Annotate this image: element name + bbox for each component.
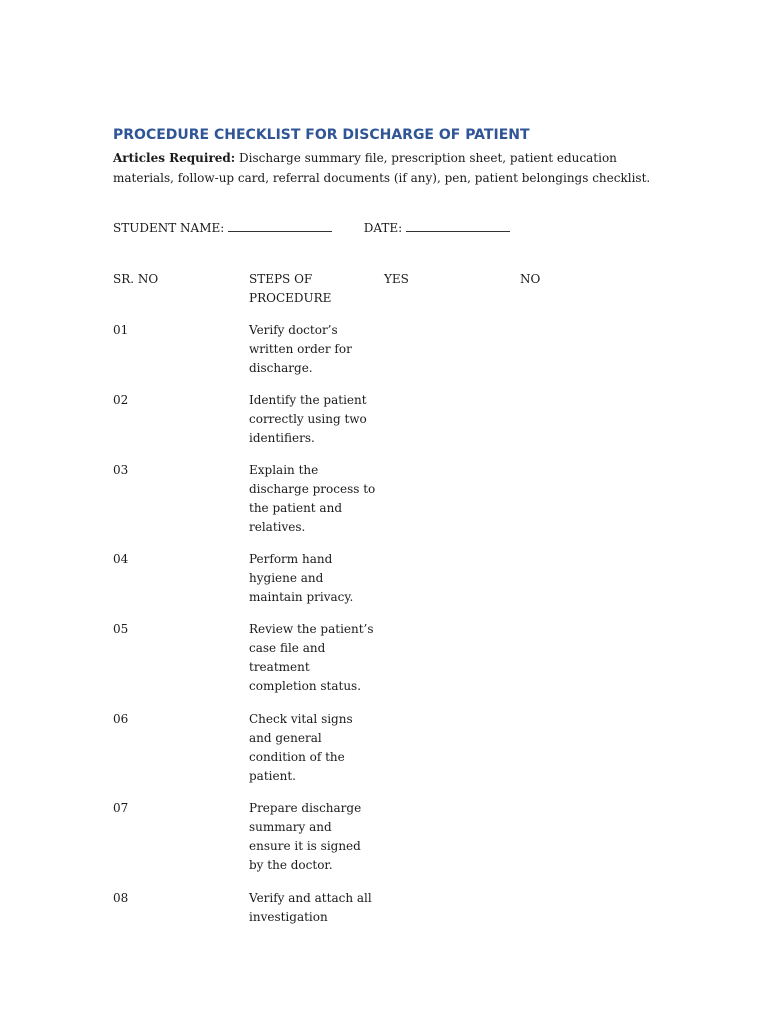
row-08-step: Verify and attach all investigation xyxy=(249,891,372,924)
row-04-step: Perform hand hygiene and maintain privacy. xyxy=(249,552,354,604)
row-05-sr: 05 xyxy=(113,622,129,636)
student-name-label: STUDENT NAME: xyxy=(113,221,225,235)
date-blank[interactable] xyxy=(406,218,510,232)
student-info-line xyxy=(113,218,510,238)
articles-text: Discharge summary file, prescription sheet, patient education materials, follow-up card, referral documents (if any), pen, patient belongings checklist. xyxy=(113,151,651,185)
header-steps: STEPS OF PROCEDURE xyxy=(249,272,332,305)
header-no: NO xyxy=(520,272,541,286)
row-03-sr: 03 xyxy=(113,463,129,477)
row-07-sr: 07 xyxy=(113,801,129,815)
row-02-step: Identify the patient correctly using two identifiers. xyxy=(249,393,367,445)
row-03-step: Explain the discharge process to the patient and relatives. xyxy=(249,463,376,534)
row-07-step: Prepare discharge summary and ensure it is signed by the doctor. xyxy=(249,801,362,872)
row-06-step: Check vital signs and general condition of the patient. xyxy=(249,712,353,783)
row-08-sr: 08 xyxy=(113,891,129,905)
row-02-sr: 02 xyxy=(113,393,129,407)
header-sr-no: SR. NO xyxy=(113,272,159,286)
document-title: PROCEDURE CHECKLIST FOR DISCHARGE OF PATIENT xyxy=(113,127,530,143)
header-yes: YES xyxy=(384,272,409,286)
row-01-sr: 01 xyxy=(113,323,129,337)
articles-required xyxy=(113,149,673,188)
row-05-step: Review the patient’s case file and treatment completion status. xyxy=(249,622,374,693)
articles-label: Articles Required: xyxy=(113,151,236,165)
row-06-sr: 06 xyxy=(113,712,129,726)
row-04-sr: 04 xyxy=(113,552,129,566)
date-label: DATE: xyxy=(363,221,403,235)
student-name-blank[interactable] xyxy=(228,218,332,232)
row-01-step: Verify doctor’s written order for discharge. xyxy=(249,323,352,375)
